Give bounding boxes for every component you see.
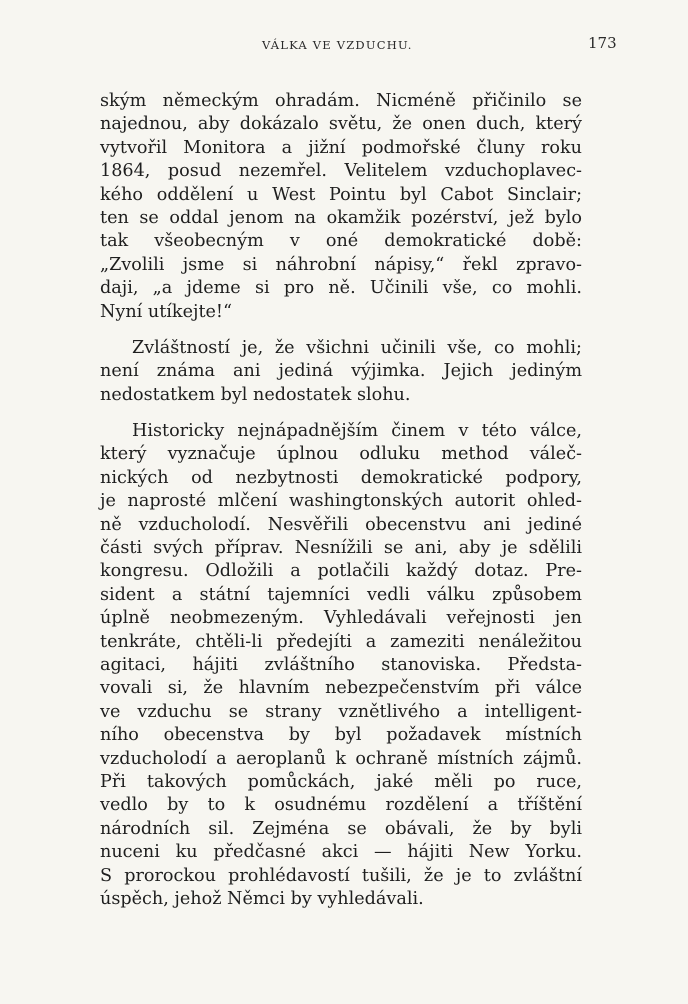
text-line: Historicky nejnápadnějším činem v této válce, (132, 421, 582, 442)
text-line: části svých příprav. Nesnížili se ani, aby je sdělili (100, 538, 582, 559)
text-line: úplně neobmezeným. Vyhledávali veřejnosti jen (100, 608, 582, 629)
text-line: sident a státní tajemníci vedli válku způsobem (100, 584, 582, 605)
text-line: tak všeobecným v oné demokratické době: (100, 231, 582, 252)
text-line: je naprosté mlčení washingtonských autorit ohled- (100, 491, 582, 512)
text-line: vzducholodí a aeroplanů k ochraně místních zájmů. (100, 748, 582, 769)
text-line: nuceni ku předčasné akci — hájiti New Yorku. (100, 842, 582, 863)
text-line: agitaci, hájiti zvláštního stanoviska. Předsta- (100, 654, 582, 675)
paragraph (100, 337, 582, 407)
text-line: „Zvolili jsme si náhrobní nápisy,“ řekl zpravo- (100, 254, 582, 275)
text-line: úspěch, jehož Němci by vyhledávali. (100, 888, 424, 909)
text-line: kongresu. Odložili a potlačili každý dotaz. Pre- (100, 561, 582, 582)
text-line: vytvořil Monitora a jižní podmořské čluny roku (100, 137, 582, 158)
text-line: 1864, posud nezemřel. Velitelem vzduchoplavec- (100, 161, 582, 182)
text-line: který vyznačuje úplnou odluku method váleč- (100, 444, 582, 465)
paragraph (100, 90, 582, 324)
text-line: S prorockou prohlédavostí tušili, že je to zvláštní (100, 865, 582, 886)
text-line: Nyní utíkejte!“ (100, 301, 232, 322)
paragraph (100, 420, 582, 911)
text-line: vovali si, že hlavním nebezpečenstvím při válce (100, 678, 582, 699)
text-line: kého oddělení u West Pointu byl Cabot Sinclair; (100, 184, 582, 205)
body-text (100, 90, 582, 911)
running-head: VÁLKA VE VZDUCHU. (262, 38, 413, 52)
text-line: Při takových pomůckách, jaké měli po ruce, (100, 771, 582, 792)
page-header (0, 34, 688, 58)
text-line: ským německým ohradám. Nicméně přičinilo se (100, 91, 582, 111)
text-line: nedostatkem byl nedostatek slohu. (100, 384, 411, 405)
text-line: není známa ani jediná výjimka. Jejich jediným (100, 361, 582, 382)
text-line: Zvláštností je, že všichni učinili vše, co mohli; (132, 337, 582, 358)
text-line: ve vzduchu se strany vznětlivého a intelligent- (100, 701, 582, 722)
text-line: nických od nezbytnosti demokratické podpory, (100, 467, 582, 488)
text-line: ně vzducholodí. Nesvěřili obecenstvu ani jediné (100, 514, 582, 535)
text-line: daji, „a jdeme si pro ně. Učinili vše, co mohli. (100, 278, 582, 299)
text-line: vedlo by to k osudnému rozdělení a tříštění (100, 795, 582, 816)
page-number: 173 (588, 34, 617, 52)
text-line: ten se oddal jenom na okamžik pozérství, jež bylo (100, 207, 582, 228)
text-line: najednou, aby dokázalo světu, že onen duch, který (100, 114, 582, 135)
text-line: ního obecenstva by byl požadavek místních (100, 725, 582, 746)
text-line: národních sil. Zejména se obávali, že by byli (100, 818, 582, 839)
text-line: tenkráte, chtěli-li předejíti a zameziti nenáležitou (100, 631, 582, 652)
